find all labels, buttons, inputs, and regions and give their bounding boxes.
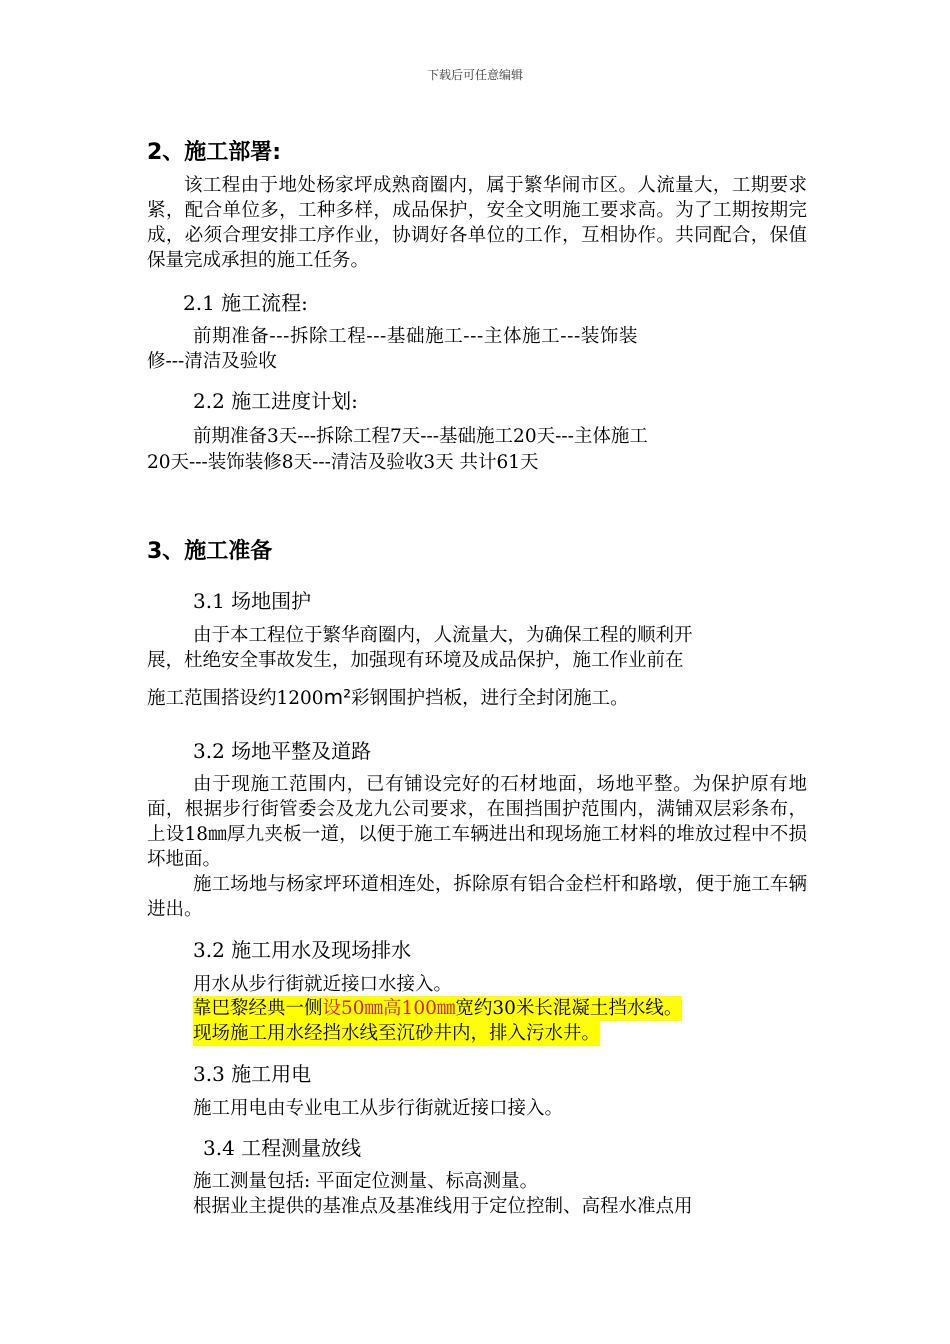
section-3-2-water-line-2-red: 设50㎜高100㎜ <box>322 998 456 1019</box>
page-header-note: 下载后可任意编辑 <box>426 68 523 82</box>
section-3-4-title: 3.4 工程测量放线 <box>203 1136 362 1160</box>
section-2-title: 2、施工部署: <box>147 140 282 165</box>
section-3-1-line-3-part-a: 施工范围搭设约1200 <box>147 688 324 709</box>
section-3-1-title: 3.1 场地围护 <box>193 589 312 613</box>
section-3-3-title: 3.3 施工用电 <box>193 1062 312 1086</box>
section-3-1-line-3-part-c: 彩钢围护挡板，进行全封闭施工。 <box>351 688 629 709</box>
section-3-2-site-paragraph-2: 施工场地与杨家坪环道相连处，拆除原有铝合金栏杆和路墩，便于施工车辆进出。 <box>147 874 807 920</box>
section-3-1-line-1: 由于本工程位于繁华商圈内，人流量大，为确保工程的顺利开 <box>193 625 693 646</box>
section-3-4-line-2: 根据业主提供的基准点及基准线用于定位控制、高程水准点用 <box>193 1196 693 1217</box>
section-3-2-water-line-2 <box>193 996 682 1021</box>
section-3-2-water-line-1: 用水从步行街就近接口水接入。 <box>193 974 453 995</box>
section-3-3-line-1: 施工用电由专业电工从步行街就近接口接入。 <box>193 1098 564 1119</box>
section-2-2-line-1: 前期准备3天---拆除工程7天---基础施工20天---主体施工 <box>193 426 648 447</box>
section-3-4-line-1: 施工测量包括: 平面定位测量、标高测量。 <box>193 1171 539 1192</box>
square-meter-unit: m² <box>323 685 352 709</box>
section-2-paragraph: 该工程由于地处杨家坪成熟商圈内，属于繁华闹市区。人流量大，工期要求紧，配合单位多，工种多样，成品保护，安全文明施工要求高。为了工期按期完成，必须合理安排工序作业，协调好各单位的工作，互相协作。共同配合，保值保量完成承担的施工任务。 <box>147 175 807 271</box>
section-2-2-line-2: 20天---装饰装修8天---清洁及验收3天 共计61天 <box>147 452 539 473</box>
section-2-2-title: 2.2 施工进度计划: <box>193 389 358 413</box>
section-3-title: 3、施工准备 <box>147 539 273 564</box>
section-2-1-line-2: 修---清洁及验收 <box>147 351 277 372</box>
section-3-1-line-3 <box>147 685 629 711</box>
section-3-2-water-title: 3.2 施工用水及现场排水 <box>193 938 412 962</box>
section-3-2-water-line-2-part-a: 靠巴黎经典一侧 <box>193 998 323 1019</box>
section-2-1-title: 2.1 施工流程: <box>183 291 308 315</box>
section-3-1-line-2: 展，杜绝安全事故发生，加强现有环境及成品保护，施工作业前在 <box>147 650 684 671</box>
section-3-2-water-line-2-part-c: 宽约30米长混凝土挡水线。 <box>455 998 683 1019</box>
section-3-2-water-line-3: 现场施工用水经挡水线至沉砂井内，排入污水井。 <box>193 1023 601 1044</box>
section-3-2-site-paragraph-1: 由于现施工范围内，已有铺设完好的石材地面，场地平整。为保护原有地面，根据步行街管委会及龙九公司要求，在围挡围护范围内，满铺双层彩条布，上设18㎜厚九夹板一道，以便于施工车辆进出和现场施工材料的堆放过程中不损坏地面。 <box>147 774 807 870</box>
section-3-2-site-title: 3.2 场地平整及道路 <box>193 739 372 763</box>
section-2-1-line-1: 前期准备---拆除工程---基础施工---主体施工---装饰装 <box>193 326 639 347</box>
